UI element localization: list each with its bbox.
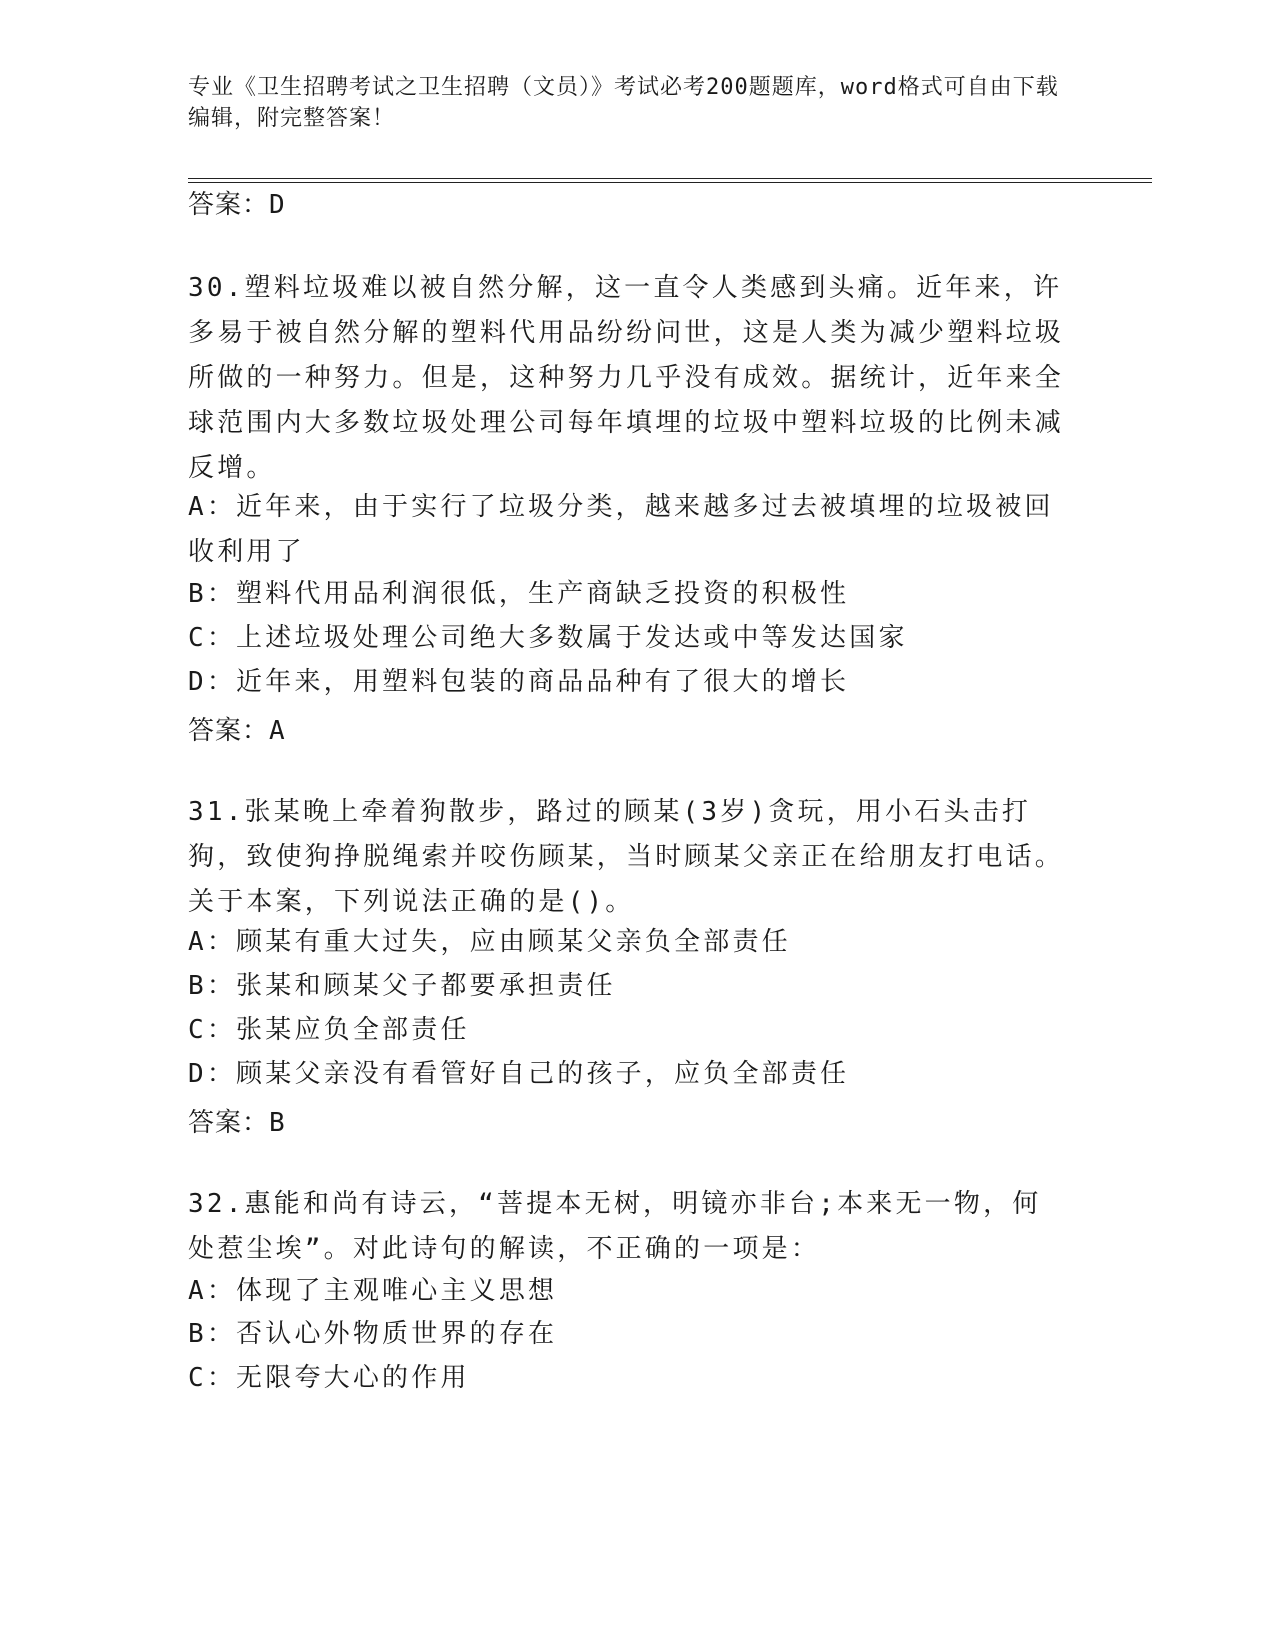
previous-answer <box>188 184 286 221</box>
question-30-answer <box>188 710 286 747</box>
document-header: 专业《卫生招聘考试之卫生招聘（文员）》考试必考200题题库，word格式可自由下载编辑，附完整答案！ <box>188 75 1059 131</box>
header-divider <box>188 178 1152 179</box>
answer-label: 答案： <box>188 1108 270 1138</box>
question-31-option-d: D：顾某父亲没有看管好自己的孩子，应负全部责任 <box>188 1059 850 1089</box>
question-31-stem: 31.张某晚上牵着狗散步，路过的顾某(3岁)贪玩，用小石头击打狗，致使狗挣脱绳索并咬伤顾某，当时顾某父亲正在给朋友打电话。关于本案，下列说法正确的是()。 <box>188 797 1065 917</box>
question-32-option-c: C：无限夸大心的作用 <box>188 1363 470 1393</box>
header-divider-second <box>188 182 1152 183</box>
question-31-option-b: B：张某和顾某父子都要承担责任 <box>188 971 616 1001</box>
question-32-stem: 32.惠能和尚有诗云，“菩提本无树，明镜亦非台;本来无一物，何处惹尘埃”。对此诗句的解读，不正确的一项是： <box>188 1189 1042 1264</box>
question-30-stem: 30.塑料垃圾难以被自然分解，这一直令人类感到头痛。近年来，许多易于被自然分解的塑料代用品纷纷问世，这是人类为减少塑料垃圾所做的一种努力。但是，这种努力几乎没有成效。据统计，近年来全球范围内大多数垃圾处理公司每年填埋的垃圾中塑料垃圾的比例未减反增。 <box>188 273 1065 483</box>
question-31-option-c: C：张某应负全部责任 <box>188 1015 470 1045</box>
question-31-answer <box>188 1102 286 1139</box>
question-32-option-b: B：否认心外物质世界的存在 <box>188 1319 558 1349</box>
question-30-option-d: D：近年来，用塑料包装的商品品种有了很大的增长 <box>188 667 850 697</box>
question-30-option-b: B：塑料代用品利润很低，生产商缺乏投资的积极性 <box>188 579 850 609</box>
answer-value: A <box>269 716 286 746</box>
answer-label: 答案： <box>188 716 270 746</box>
answer-label: 答案： <box>188 190 270 220</box>
question-30-option-a: A：近年来，由于实行了垃圾分类，越来越多过去被填埋的垃圾被回收利用了 <box>188 492 1054 567</box>
question-31-option-a: A：顾某有重大过失，应由顾某父亲负全部责任 <box>188 927 791 957</box>
question-30-option-c: C：上述垃圾处理公司绝大多数属于发达或中等发达国家 <box>188 623 908 653</box>
answer-value: D <box>269 190 286 220</box>
answer-value: B <box>269 1108 286 1138</box>
question-32-option-a: A：体现了主观唯心主义思想 <box>188 1276 558 1306</box>
